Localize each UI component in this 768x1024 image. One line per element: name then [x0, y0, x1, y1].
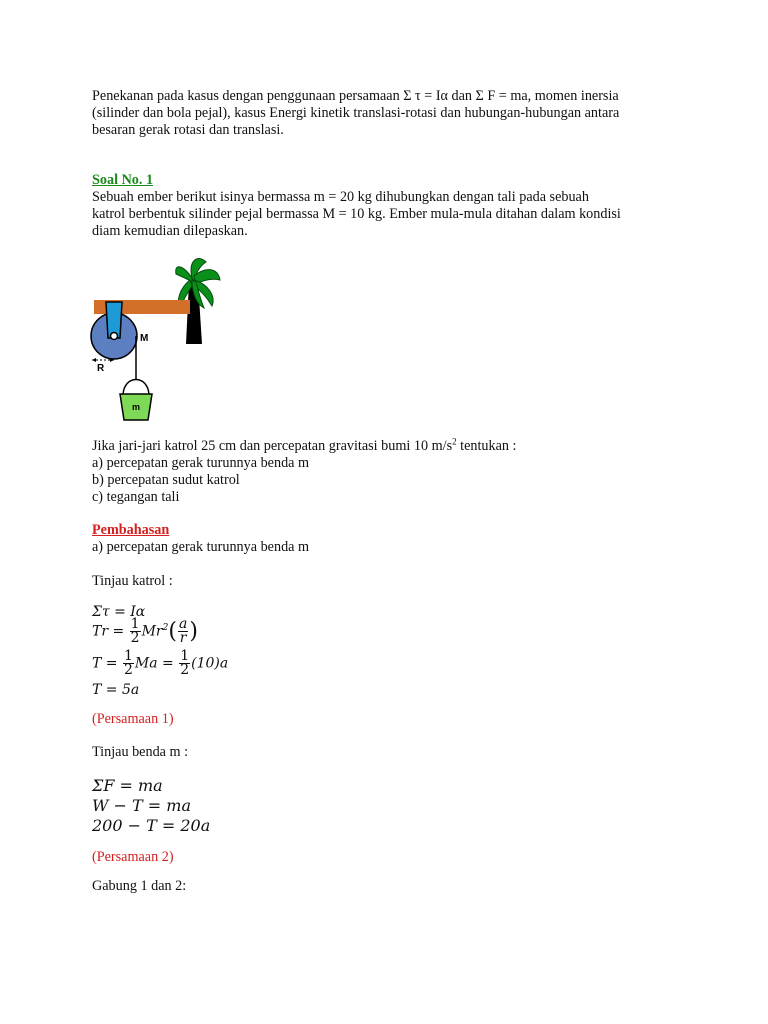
equation-line: Στ = Iα — [92, 604, 146, 620]
question-item-b: b) percepatan sudut katrol — [92, 472, 240, 488]
tinjau-katrol: Tinjau katrol : — [92, 573, 173, 589]
soal-line: katrol berbentuk silinder pejal bermassa M = 10 kg. Ember mula-mula ditahan dalam kondisi — [92, 206, 621, 222]
equations-benda — [92, 776, 392, 836]
equations-katrol — [92, 604, 392, 696]
pulley-figure — [88, 252, 228, 432]
equation-line: T = 5a — [92, 682, 140, 698]
question-line: Jika jari-jari katrol 25 cm dan percepatan gravitasi bumi 10 $m/s^2$ tentukan : — [92, 436, 517, 454]
equation-line: W − T = ma — [92, 796, 191, 815]
equation-line: ΣF = ma — [92, 776, 163, 795]
pulley-axle — [111, 333, 118, 340]
persamaan-1-label: (Persamaan 1) — [92, 711, 174, 727]
intro-line: Penekanan pada kasus dengan penggunaan persamaan Σ τ = Iα dan Σ F = ma, momen inersia — [92, 88, 619, 104]
equation-line: T = $\frac{1}{2}$ Ma = $\frac{1}{2}$ (10)a — [92, 648, 229, 678]
pembahasan-heading[interactable]: Pembahasan — [92, 522, 170, 538]
question-item-c: c) tegangan tali — [92, 489, 180, 505]
equation-line: Tr = $\frac{1}{2}$ Mr$^2$( $\frac{a}{r}$ ) — [92, 616, 198, 646]
label-m: m — [132, 402, 141, 412]
equation-line: 200 − T = 20a — [92, 816, 211, 835]
question-item-a: a) percepatan gerak turunnya benda m — [92, 455, 310, 471]
intro-paragraph — [92, 88, 682, 139]
pembahasan-sub-a: a) percepatan gerak turunnya benda m — [92, 539, 310, 555]
soal-line: diam kemudian dilepaskan. — [92, 223, 248, 239]
question-section — [92, 438, 682, 506]
label-M: M — [140, 333, 149, 344]
tinjau-benda: Tinjau benda m : — [92, 744, 189, 760]
pembahasan-section — [92, 522, 682, 556]
soal-section — [92, 172, 682, 240]
intro-line: (silinder dan bola pejal), kasus Energi kinetik translasi-rotasi dan hubungan-hubungan antara — [92, 105, 620, 121]
soal-line: Sebuah ember berikut isinya bermassa m = 20 kg dihubungkan dengan tali pada sebuah — [92, 189, 589, 205]
intro-line: besaran gerak rotasi dan translasi. — [92, 122, 284, 138]
soal-heading[interactable]: Soal No. 1 — [92, 172, 154, 188]
persamaan-2-label: (Persamaan 2) — [92, 849, 174, 865]
label-R: R — [97, 363, 105, 374]
gabung-label: Gabung 1 dan 2: — [92, 878, 187, 894]
